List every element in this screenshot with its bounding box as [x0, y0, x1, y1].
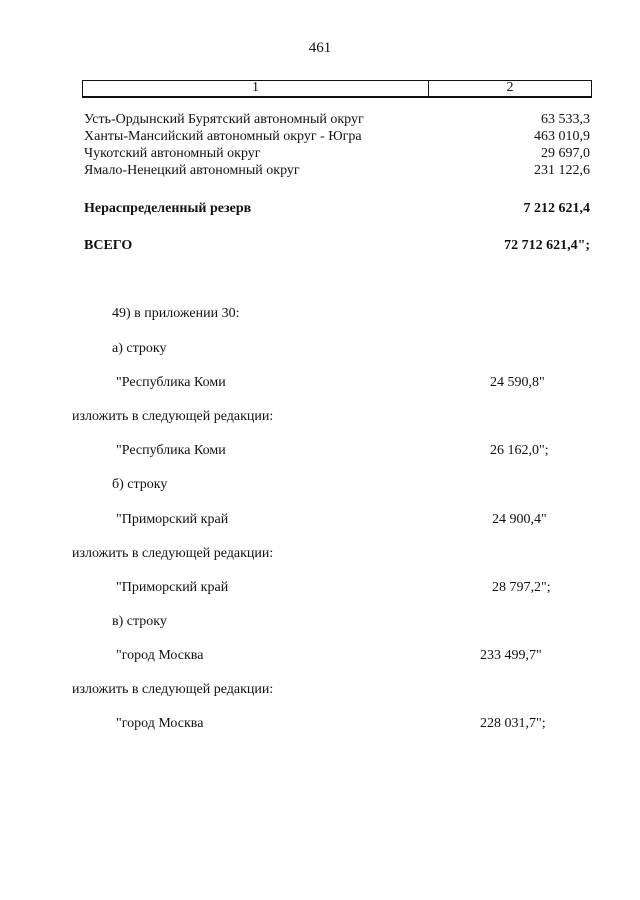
- sub-item-b-label: б) строку: [112, 477, 168, 492]
- new-row-name: "Республика Коми: [116, 443, 226, 458]
- replace-instruction: изложить в следующей редакции:: [72, 682, 274, 697]
- replace-instruction: изложить в следующей редакции:: [72, 546, 274, 561]
- region-name: Усть-Ордынский Бурятский автономный округ: [84, 112, 364, 127]
- new-row-name: "город Москва: [116, 716, 204, 731]
- reserve-value: 7 212 621,4: [523, 201, 590, 216]
- sub-item-a-label: а) строку: [112, 341, 167, 356]
- old-row-name: "город Москва: [116, 648, 204, 663]
- page-number: 461: [308, 40, 332, 56]
- region-value: 29 697,0: [541, 146, 590, 161]
- reserve-row: [84, 201, 592, 217]
- region-value: 63 533,3: [541, 112, 590, 127]
- table-row: [84, 129, 592, 145]
- new-row-value: 26 162,0";: [490, 443, 549, 458]
- column-header-2: 2: [506, 80, 514, 95]
- region-value: 231 122,6: [534, 163, 590, 178]
- new-row-value: 228 031,7";: [480, 716, 546, 731]
- new-row-value: 28 797,2";: [492, 580, 551, 595]
- table-header: [82, 80, 592, 96]
- reserve-label: Нераспределенный резерв: [84, 201, 252, 216]
- total-label: ВСЕГО: [84, 238, 133, 253]
- amendment-item: 49) в приложении 30:: [112, 306, 240, 321]
- column-header-1: 1: [83, 81, 429, 96]
- table-row: [84, 163, 592, 179]
- old-row-value: 24 900,4": [492, 512, 547, 527]
- table-row: [84, 112, 592, 128]
- replace-instruction: изложить в следующей редакции:: [72, 409, 274, 424]
- region-name: Чукотский автономный округ: [84, 146, 261, 161]
- total-value: 72 712 621,4";: [504, 238, 590, 253]
- region-name: Ямало-Ненецкий автономный округ: [84, 163, 300, 178]
- region-value: 463 010,9: [534, 129, 590, 144]
- old-row-value: 24 590,8": [490, 375, 545, 390]
- total-row: [84, 238, 592, 254]
- sub-item-c-label: в) строку: [112, 614, 167, 629]
- old-row-value: 233 499,7": [480, 648, 542, 663]
- new-row-name: "Приморский край: [116, 580, 229, 595]
- old-row-name: "Республика Коми: [116, 375, 226, 390]
- region-name: Ханты-Мансийский автономный округ - Югра: [84, 129, 362, 144]
- old-row-name: "Приморский край: [116, 512, 229, 527]
- table-row: [84, 146, 592, 162]
